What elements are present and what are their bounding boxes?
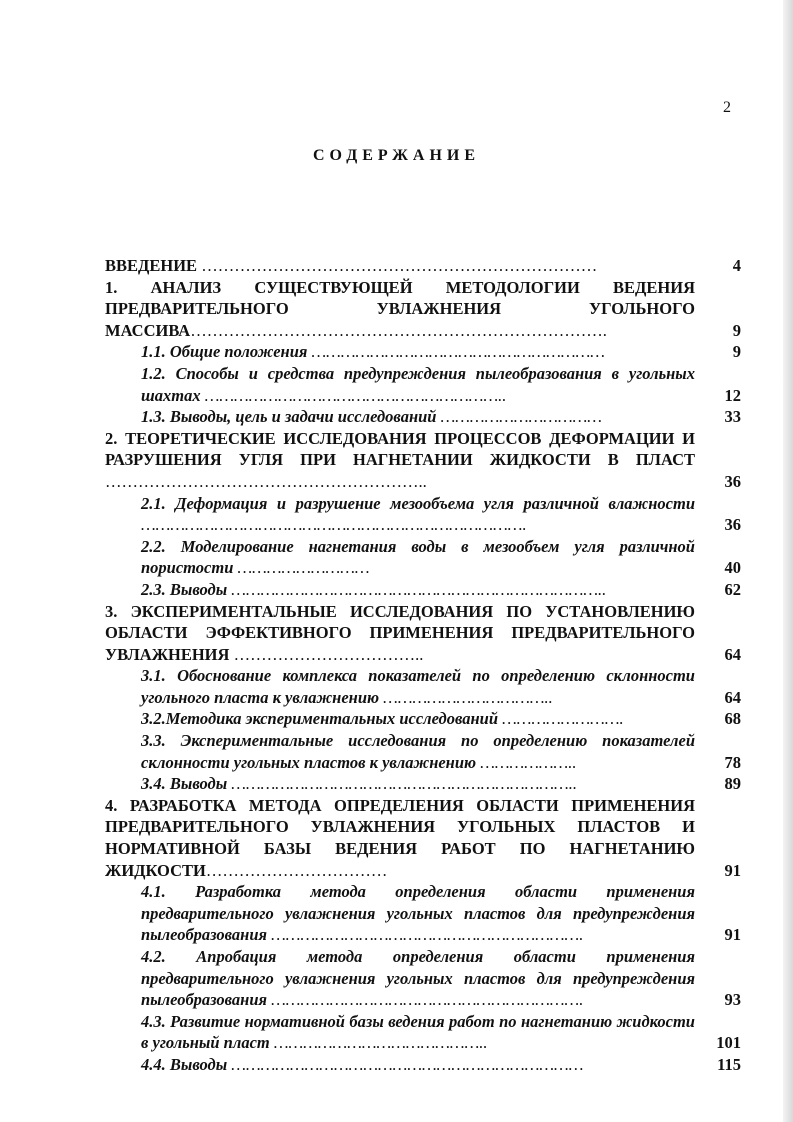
toc-entry-introduction[interactable]: [105, 255, 741, 277]
toc-leader-dots: ……………………………..: [379, 687, 553, 707]
toc-entry-page: 91: [724, 860, 741, 880]
toc-entry-section-4-2[interactable]: [105, 946, 741, 1011]
toc-entry-title: 1.2. Способы и средства предупреждения пылеобразования в угольных шахтах: [141, 363, 695, 405]
toc-entry-chapter-2[interactable]: [105, 428, 741, 493]
toc-leader-dots: ……………………………: [436, 407, 602, 427]
toc-entry-title: 2.2. Моделирование нагнетания воды в мезообъем угля различной пористости: [141, 536, 695, 578]
toc-entry-section-2-1[interactable]: [105, 493, 741, 536]
toc-entry-page: 36: [724, 471, 741, 491]
toc-leader-dots: …………………….: [498, 709, 624, 729]
toc-leader-dots: …………………………………………………..: [105, 471, 427, 491]
toc-entry-page: 89: [724, 774, 741, 794]
toc-entry-title: 4.4. Выводы: [141, 1054, 228, 1074]
toc-entry-page: 40: [724, 558, 741, 578]
toc-leader-dots: ………………………………………………………………: [197, 256, 598, 275]
toc-entry-title: 4.3. Развитие нормативной базы ведения работ по нагнетанию жидкости в угольный пласт: [141, 1011, 695, 1053]
toc-leader-dots: ……………………………………………………..: [200, 385, 507, 405]
toc-entry-page: 33: [724, 407, 741, 427]
toc-entry-title: 4.1. Разработка метода определения области применения предварительного увлажнения угольных пластов для предупреждения пылеобразования: [141, 882, 695, 945]
page-title: СОДЕРЖАНИЕ: [312, 147, 481, 164]
toc-entry-section-4-3[interactable]: [105, 1011, 741, 1054]
toc-leader-dots: ……………………………………………………….: [267, 925, 584, 945]
toc-entry-page: 62: [724, 579, 741, 599]
toc-entry-title: ВВЕДЕНИЕ: [105, 256, 198, 275]
toc-entry-title: 1.1. Общие положения: [141, 342, 308, 362]
toc-entry-page: 9: [732, 342, 741, 362]
toc-entry-page: 9: [732, 320, 741, 340]
toc-entry-title: 3.2.Методика экспериментальных исследований: [141, 709, 498, 729]
toc-leader-dots: ………………………………………………………………: [227, 1054, 584, 1074]
toc-entry-page: 115: [717, 1054, 741, 1074]
toc-entry-title: 4. РАЗРАБОТКА МЕТОДА ОПРЕДЕЛЕНИЯ ОБЛАСТИ ПРИМЕНЕНИЯ ПРЕДВАРИТЕЛЬНОГО УВЛАЖНЕНИЯ УГОЛЬНЫХ ПЛАСТОВ И НОРМАТИВНОЙ БАЗЫ ВЕДЕНИЯ РАБОТ ПО НАГНЕТАНИЮ ЖИДКОСТИ: [105, 795, 695, 880]
toc-entry-section-2-2[interactable]: [105, 536, 741, 579]
toc-entry-chapter-1[interactable]: [105, 277, 741, 342]
toc-leader-dots: ………………..: [476, 752, 577, 772]
toc-entry-title: 3.1. Обоснование комплекса показателей по определению склонности угольного пласта к увлажнению: [141, 666, 695, 707]
toc-entry-section-1-1[interactable]: [105, 341, 741, 363]
toc-entry-page: 93: [724, 990, 741, 1010]
toc-leader-dots: ……………………………………………………: [307, 342, 605, 362]
toc-entry-page: 36: [724, 515, 741, 535]
page-edge-shadow: [783, 0, 793, 1122]
toc-leader-dots: ……………………………: [205, 860, 388, 880]
toc-entry-page: 68: [724, 709, 741, 729]
toc-entry-title: 3.4. Выводы: [141, 774, 228, 794]
toc-entry-title: 1. АНАЛИЗ СУЩЕСТВУЮЩЕЙ МЕТОДОЛОГИИ ВЕДЕНИЯ ПРЕДВАРИТЕЛЬНОГО УВЛАЖНЕНИЯ УГОЛЬНОГО МАССИВА: [105, 277, 695, 340]
page-number: 2: [723, 99, 731, 116]
toc-entry-page: 12: [724, 385, 741, 405]
toc-entry-page: 64: [724, 687, 741, 707]
toc-leader-dots: ……………………………………………………………..: [227, 774, 577, 794]
toc-entry-section-3-2[interactable]: [105, 708, 741, 730]
toc-entry-section-4-1[interactable]: [105, 881, 741, 946]
toc-entry-title: 2.3. Выводы: [141, 579, 228, 599]
toc-entry-page: 4: [732, 256, 741, 275]
toc-entry-section-1-3[interactable]: [105, 406, 741, 428]
toc-entry-page: 64: [724, 644, 741, 664]
toc-entry-chapter-3[interactable]: [105, 601, 741, 666]
toc-leader-dots: ………………………………………………………………….: [190, 320, 607, 340]
toc-entry-title: 4.2. Апробация метода определения области применения предварительного увлажнения угольных пластов для предупреждения пылеобразования: [141, 947, 695, 1010]
toc-leader-dots: ………………………: [233, 558, 370, 578]
toc-entry-page: 101: [716, 1033, 741, 1053]
toc-entry-section-1-2[interactable]: [105, 363, 741, 406]
table-of-contents: [105, 255, 741, 1076]
toc-entry-section-3-3[interactable]: [105, 730, 741, 773]
toc-entry-title: 3.3. Экспериментальные исследования по определению показателей склонности угольных пластов к увлажнению: [141, 731, 695, 772]
toc-entry-section-3-4[interactable]: [105, 773, 741, 795]
toc-leader-dots: ……………………………..: [229, 644, 424, 664]
toc-leader-dots: ……………………………………..: [269, 1033, 488, 1053]
toc-entry-title: 3. ЭКСПЕРИМЕНТАЛЬНЫЕ ИССЛЕДОВАНИЯ ПО УСТАНОВЛЕНИЮ ОБЛАСТИ ЭФФЕКТИВНОГО ПРИМЕНЕНИЯ ПРЕДВАРИТЕЛЬНОГО УВЛАЖНЕНИЯ: [105, 601, 695, 664]
toc-leader-dots: …………………………………………………………………….: [141, 515, 527, 535]
toc-entry-title: 1.3. Выводы, цель и задачи исследований: [141, 407, 437, 427]
toc-entry-title: 2. ТЕОРЕТИЧЕСКИЕ ИССЛЕДОВАНИЯ ПРОЦЕССОВ ДЕФОРМАЦИИ И РАЗРУШЕНИЯ УГЛЯ ПРИ НАГНЕТАНИИ ЖИДКОСТИ В ПЛАСТ: [105, 428, 695, 470]
toc-leader-dots: ……………………………………………………….: [267, 990, 584, 1010]
toc-entry-page: 78: [724, 752, 741, 772]
toc-entry-section-4-4[interactable]: [105, 1054, 741, 1076]
toc-entry-section-3-1[interactable]: [105, 665, 741, 708]
toc-entry-title: 2.1. Деформация и разрушение мезообъема угля различной влажности: [141, 493, 695, 513]
toc-entry-chapter-4[interactable]: [105, 795, 741, 881]
toc-entry-section-2-3[interactable]: [105, 579, 741, 601]
toc-leader-dots: …………………………………………………………………..: [227, 579, 607, 599]
toc-entry-page: 91: [724, 925, 741, 945]
